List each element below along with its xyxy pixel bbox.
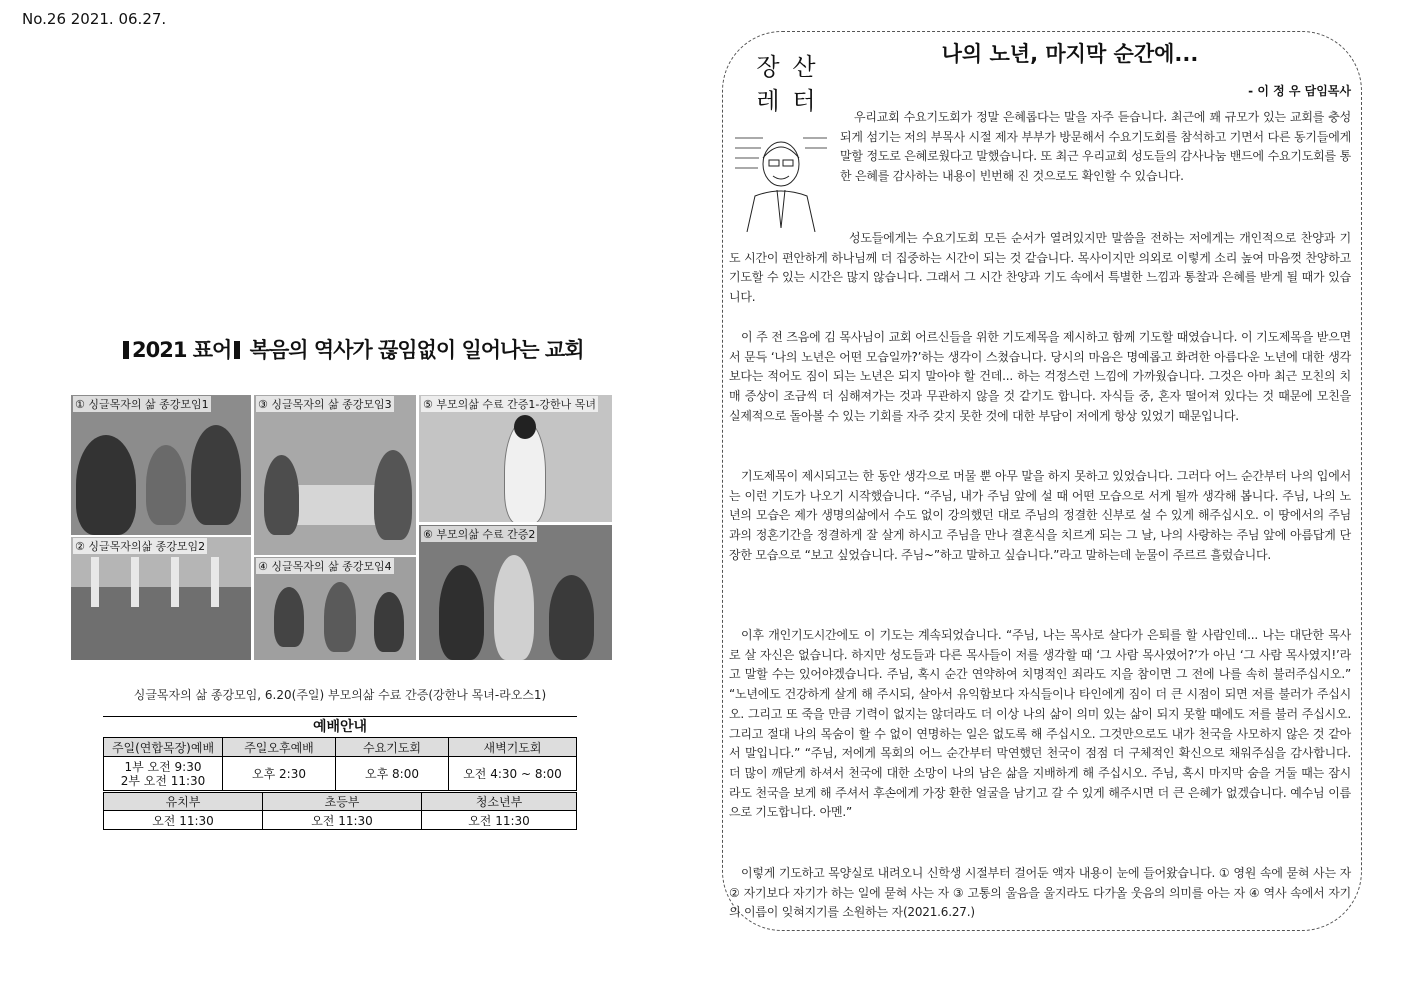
letter-paragraph: 이 주 전 즈음에 김 목사님이 교회 어르신들을 위한 기도제목을 제시하고 함께 기도할 때였습니다. 이 기도제목을 받으면서 문득 ‘나의 노년은 어떤 모습일까?’하는 생각이 스쳤습니다. 당시의 마음은 명예롭고 화려한 아름다운 노년에 대한 생각보다는 적어도 짐이 되는 노년은 되지 말아야 할 건데... 하는 걱정스런 느낌에 가까웠습니다. 그것은 아마 최근 모친의 치매 증상이 조금씩 더 심해져가는 것과 무관하지 않을 것 같기도 합니다. 자식들 중, 혼자 떨어져 있다는 것 때문에 모친을 실제적으로 돌아볼 수 있는 기회를 자주 갖지 못한 것에 대한 부담이 저에게 항상 있었기 때문입니다. — [729, 330, 1351, 423]
dept-time: 오전 11:30 — [422, 811, 577, 830]
worship-title: 예배안내 — [103, 716, 577, 737]
photo-caption-5: ⑤ 부모의삶 수료 간증1-강한나 목녀 — [423, 398, 596, 411]
worship-time: 오후 8:00 — [336, 757, 449, 791]
photo-1 — [71, 395, 251, 535]
worship-time: 오후 2:30 — [223, 757, 336, 791]
dept-time: 오전 11:30 — [263, 811, 422, 830]
tag-char: 터 — [792, 87, 816, 115]
worship-header: 주일(연합목장)예배 — [104, 738, 223, 757]
letter-title: 나의 노년, 마지막 순간에... — [941, 42, 1199, 66]
dept-header: 초등부 — [263, 793, 422, 811]
photo-collage — [71, 395, 612, 660]
letter-author: - 이 정 우 담임목사 — [1248, 84, 1351, 98]
dept-time: 오전 11:30 — [104, 811, 263, 830]
photo-2 — [71, 537, 251, 660]
tag-char: 산 — [792, 53, 816, 81]
tag-char: 레 — [756, 87, 780, 115]
motto-text: 복음의 역사가 끊임없이 일어나는 교회 — [249, 338, 584, 362]
worship-header: 새벽기도회 — [449, 738, 577, 757]
motto-label: 2021 표어 — [132, 338, 232, 362]
bar-mark — [234, 341, 240, 359]
photo-caption-1: ① 싱글목자의 삶 종강모임1 — [75, 398, 209, 411]
worship-table — [103, 737, 577, 791]
tag-char: 장 — [756, 53, 780, 81]
photo-caption-6: ⑥ 부모의삶 수료 간증2 — [423, 528, 536, 541]
worship-header: 주일오후예배 — [223, 738, 336, 757]
photo-caption: 싱글목자의 삶 종강모임, 6.20(주일) 부모의삶 수료 간증(강한나 목녀-라오스1) — [133, 688, 547, 702]
photo-3 — [254, 395, 416, 555]
dept-header: 청소년부 — [422, 793, 577, 811]
letter-paragraph: 우리교회 수요기도회가 정말 은혜롭다는 말을 자주 듣습니다. 최근에 꽤 규모가 있는 교회를 충성되게 섬기는 저의 부목사 시절 제자 부부가 방문해서 수요기도회를 참석하고 기면서 다른 동기들에게 말할 정도로 은혜로웠다고 말했습니다. 또 최근 우리교회 성도들의 감사나눔 밴드에 수요기도회를 통한 은혜를 감사하는 내용이 빈번해 진 것으로도 확인할 수 있습니다. — [840, 110, 1351, 184]
portrait-illustration — [733, 128, 829, 232]
worship-time: 오전 4:30 ~ 8:00 — [449, 757, 577, 791]
letter-paragraph: 성도들에게는 수요기도회 모든 순서가 열려있지만 말씀을 전하는 저에게는 개인적으로 찬양과 기도 시간이 편안하게 하나님께 더 집중하는 시간이 되는 것 같습니다. 목사이지만 의외로 이렇게 소리 높여 마음껏 찬양하고 기도할 수 있는 시간은 많지 않습니다. 그래서 그 시간 찬양과 기도 속에서 특별한 느낌과 통찰과 은혜를 받게 될 때가 있습니다. — [729, 231, 1352, 305]
letter-paragraph: 이렇게 기도하고 목양실로 내려오니 신학생 시절부터 걸어둔 액자 내용이 눈에 들어왔습니다. ① 영원 속에 묻혀 사는 자 ② 자기보다 자기가 하는 일에 묻혀 사는 자 ③ 고통의 울음을 울지라도 다가올 웃음의 의미를 아는 자 ④ 역사 속에서 자기의 이름이 잊혀지기를 소원하는 자(2021.6.27.) — [729, 866, 1351, 920]
education-table — [103, 792, 577, 830]
photo-caption-4: ④ 싱글목자의 삶 종강모임4 — [258, 560, 392, 573]
letter-paragraph: 기도제목이 제시되고는 한 동안 생각으로 머물 뿐 아무 말을 하지 못하고 있었습니다. 그러다 어느 순간부터 나의 입에서는 이런 기도가 나오기 시작했습니다. “주님, 내가 주님 앞에 설 때 어떤 모습으로 서게 될까 생각해 봅니다. 주님, 나의 노년의 모습은 제가 생명의삶에서 수도 없이 강의했던 대로 주님의 정결한 신부로 설 수 있게 해주십시오. 이 땅에서의 주님과의 정혼기간을 정결하게 잘 살게 하시고 주님을 만나 결혼식을 치르게 되는 그 날, 나의 사랑하는 주님 앞에 아름답게 단장한 모습으로 “보고 싶었습니다. 주님~”하고 말하고 싶습니다.”라고 말하는데 눈물이 주르르 흘렀습니다. — [729, 469, 1351, 562]
letter-paragraph: 이후 개인기도시간에도 이 기도는 계속되었습니다. “주님, 나는 목사로 살다가 은퇴를 할 사람인데... 나는 대단한 목사로 살 자신은 없습니다. 하지만 성도들과 다른 목사들이 저를 생각할 때 ‘그 사람 목사였어?’가 아닌 ‘그 사람 목사였지!’라고 말할 수는 있어야겠습니다. 주님, 혹시 순간 연약하여 치명적인 죄라도 지을 참이면 그 전에 나를 속히 불러주십시오.” “노년에도 건강하게 살게 해 주시되, 살아서 유익함보다 자식들이나 타인에게 짐이 더 큰 시점이 되면 저를 불러가 주십시오. 그리고 또 죽을 만큼 기력이 없지는 않더라도 더 이상 나의 삶이 의미 있는 삶이 되지 못할 때에도 저를 불러 주십시오. 그리고 절대 나의 목숨이 할 수 없이 연명하는 일은 없도록 해 주십시오. 그것만으로도 내가 천국을 사모하지 않은 것 같아서 말입니다.” “주님, 저에게 목회의 어느 순간부터 막연했던 천국이 점점 더 구체적인 확신으로 채워주심을 감사합니다. 더 많이 깨닫게 하셔서 천국에 대한 소망이 나의 남은 삶을 지배하게 해 주십시오. 주님, 혹시 마지막 숨을 거둘 때는 잠시라도 천국을 보게 해 주셔서 후손에게 가장 환한 얼굴을 남기고 갈 수 있게 해주시면 더 큰 은혜가 없겠습니다. 예수님 이름으로 기도합니다. 아멘.” — [729, 628, 1352, 820]
worship-time: 1부 오전 9:30 2부 오전 11:30 — [104, 757, 223, 791]
motto — [120, 334, 584, 364]
issue-number: No.26 2021. 06.27. — [22, 10, 167, 28]
photo-4 — [254, 557, 416, 660]
worship-header: 수요기도회 — [336, 738, 449, 757]
photo-caption-3: ③ 싱글목자의 삶 종강모임3 — [258, 398, 392, 411]
photo-5 — [419, 395, 612, 522]
dept-header: 유치부 — [104, 793, 263, 811]
photo-caption-2: ② 싱글목자의삶 종강모임2 — [75, 540, 206, 553]
letter-tag — [749, 49, 825, 119]
bar-mark — [123, 341, 129, 359]
photo-6 — [419, 525, 612, 660]
